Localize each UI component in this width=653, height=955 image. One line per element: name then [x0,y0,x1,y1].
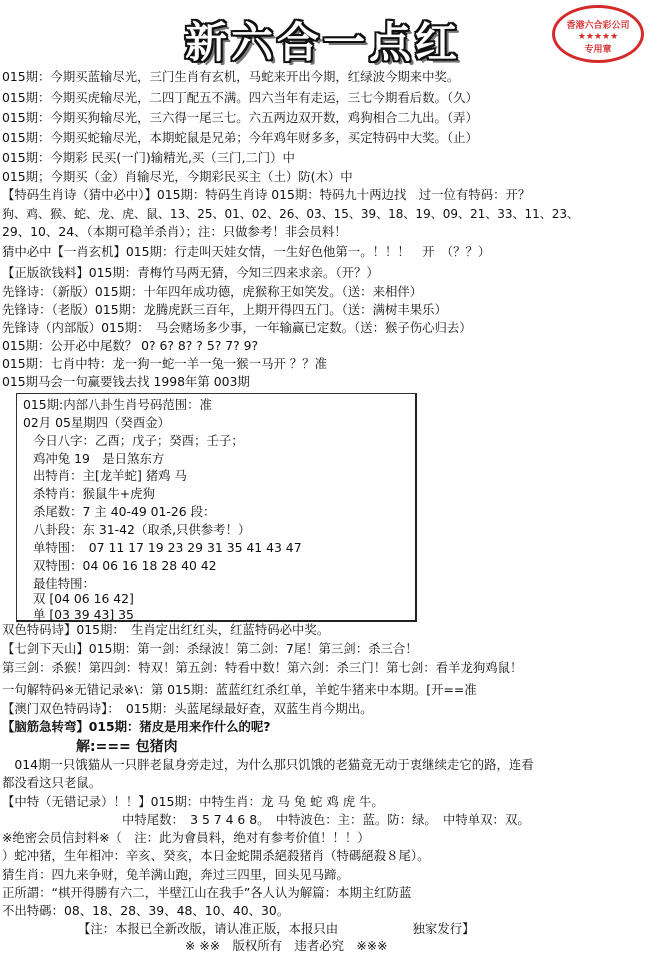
text-line: 015期：今期买虎输尽光，二四丁配五不满。四六当年有走运，三七今期看后数。（久） [2,90,478,105]
text-line: 015期：今期买蓝输尽光，三门生肖有玄机，马蛇来开出今期，红绿波今期来中奖。 [2,69,460,84]
text-line: 先锋诗：（老版）015期：龙腾虎跃三百年，上期开得四五门。（送：满树丰果乐） [2,302,447,317]
stamp-top-text: 香港六合彩公司 [566,21,630,31]
box-line: 最佳特围： [33,576,95,591]
box-line: 015期:内部八卦生肖号码范围：准 [23,397,212,412]
text-line: 第三剑：杀猴！第四剑：特双！第五剑：特看中数！第六剑：杀三门！第七剑：看羊龙狗鸡鼠！ [2,660,523,675]
box-line: 双特围：04 06 16 18 28 40 42 [33,558,217,573]
box-line: 出特肖：主[龙羊蛇] 猪鸡 马 [33,468,187,483]
box-line: 今日八字：乙酉；戊子；癸酉；壬子； [33,433,244,448]
text-line: 014期一只饿猫从一只胖老鼠身旁走过，为什么那只饥饿的老猫竟无动于衷继续走它的路，连看 [2,757,534,772]
text-line: ）蛇冲猪，生年相冲：辛亥、癸亥，本日金蛇開杀絕殺猪肖（特碼絕殺８尾）。 [2,848,430,863]
text-line: 015期：公开必中尾数？ 0? 6? 8? ? 5? 7? 9? [2,338,259,353]
official-stamp [552,5,644,63]
box-line: 单特围： 07 11 17 19 23 29 31 35 41 43 47 [33,540,302,555]
text-line: 015期：今期彩 民买(一门)输精光,买（三门,二门）中 [2,150,295,165]
text-line: 【正版欲钱料】015期：青梅竹马两无猜，今知三四来求亲。（开？） [2,265,379,280]
stamp-bottom-text: 专用章 [584,45,612,55]
text-line: 先锋诗：（新版）015期：十年四年成功德，虎猴称王如笑发。（送：来相伴） [2,284,423,299]
box-line: 杀特肖：猴鼠牛+虎狗 [33,486,155,501]
text-line: 猜生肖：四九来争财，兔羊满山跑，奔过三四里，回头见马蹄。 [2,867,349,882]
box-line: 02月 05星期四（癸酉金） [23,415,170,430]
box-line: 鸡冲兔 19 是日煞东方 [33,451,165,466]
text-line: ※绝密会员信封料※（ 注：此为會員料，绝对有参考价值！！！） [2,830,370,845]
copyright: ※ ※※ 版权所有 违者必究 ※※※ [185,938,388,953]
header [0,0,653,66]
riddle-answer: 解:=== 包猪肉 [76,739,178,755]
text-line: 【中特（无错记录）！！】015期：中特生肖：龙 马 兔 蛇 鸡 虎 牛。 [2,794,384,809]
text-line: 【特码生肖诗（猜中必中）】015期：特码生肖诗 015期：特码九十两边找 过一位有特码：开？ [2,187,531,202]
text-line: 【澳门双色特码诗】： 015期：头蓝尾绿最好查，双蓝生肖今期出。 [2,701,373,716]
text-line: 015期：七肖中特：龙一狗一蛇一羊一兔一猴一马开 ？？准 [2,356,327,371]
box-line: 八卦段：东 31-42（取杀,只供参考！） [33,522,251,537]
text-line: 都没看这只老鼠。 [2,775,102,790]
stamp-stars: ★★★★★ [577,32,619,42]
box-line: 单 [03 39 43] 35 [33,607,134,622]
text-line: 29、10、24、（本期可稳羊杀肖）；注：只做参考！非会员料！ [2,224,347,239]
text-line: 【脑筋急转弯】015期：猪皮是用来作什么的呢? [2,719,271,734]
text-line: 不出特碼：08、18、28、39、48、10、40、30。 [2,903,290,918]
text-line: 015期：今期买蛇输尽光，本期蛇鼠是兄弟；今年鸡年财多多，买定特码中大奖。（止） [2,130,478,145]
text-line: 先锋诗（内部版）015期： 马会赌场多少事，一年输赢已定数。（送：猴子伤心归去） [2,320,472,335]
text-line: 中特尾数： 3 5 7 4 6 8。 中特波色：主：蓝。防：绿。 中特单双：双。 [122,812,530,827]
bagua-info-box [16,393,417,622]
text-line: 双色特码诗】015期： 生肖定出红红头，红蓝特码必中奖。 [2,622,330,637]
text-line: 015期；今期买（金）肖输尽光，今期彩民买主（土）防(木）中 [2,169,353,184]
page-title: 新六合一点红 [185,18,462,67]
text-line: 狗、鸡、猴、蛇、龙、虎、鼠、13、25、01、02、26、03、15、39、18、19、09、21、33、11、23、 [2,207,580,221]
text-line: 猜中必中【一肖玄机】015期：行走叫天娃女情，一生好色他第一。！！！ 开 （？？） [2,244,491,259]
text-line: 015期马会一句赢要钱去找 1998年第 003期 [2,374,250,389]
text-line: 015期：今期买狗输尽光，三六得一尾三七。六五两边双开数，鸡狗相合二九出。（弄） [2,110,478,125]
footer-note: 【注：本报已全新改版，请认准正版，本报只由 独家发行】 [78,921,475,936]
text-line: 正所謂：“棋开得勝有六二，半壁江山在我手”各人认为解篇：本期主红防蓝 [2,885,412,900]
box-line: 杀尾数：7 主 40-49 01-26 段： [33,504,216,519]
text-line: 一句解特码※无错记录※\：第 015期：蓝蓝红红杀红单，羊蛇牛猪来中本期。[开==准 [2,682,477,697]
box-line: 双 [04 06 16 42] [33,591,134,606]
text-line: 【七剑下天山】015期：第一剑：杀绿波！第二剑：7尾！第三剑：杀三合！ [2,641,418,656]
